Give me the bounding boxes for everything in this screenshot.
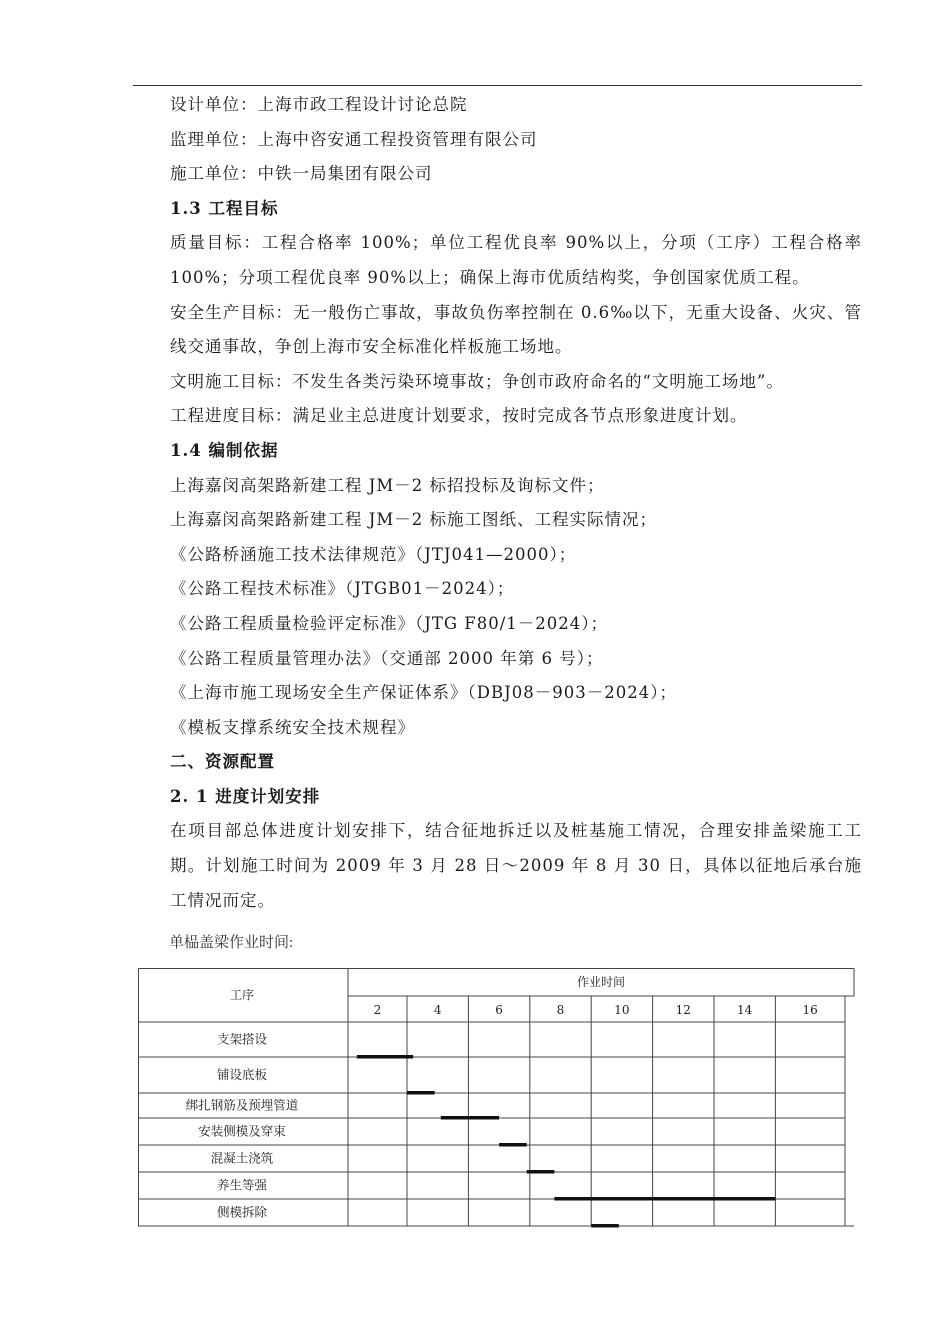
supervision-unit: 监理单位：上海中咨安通工程投资管理有限公司 — [170, 129, 538, 149]
tick-label: 4 — [433, 1003, 442, 1017]
document-body — [133, 88, 862, 918]
basis-item: 上海嘉闵高架路新建工程 JM－2 标招投标及询标文件； — [170, 475, 605, 495]
quality-target: 质量目标：工程合格率 100%；单位工程优良率 90%以上，分项（工序）工程合格率 100%；分项工程优良率 90%以上；确保上海市优质结构奖，争创国家优质工程。 — [170, 233, 862, 287]
gantt-svg — [138, 968, 858, 1233]
tick-label: 2 — [373, 1003, 382, 1017]
basis-item: 《公路工程技术标准》（JTGB01－2024）； — [170, 579, 515, 599]
task-bar — [527, 1170, 555, 1174]
progress-target: 工程进度目标：满足业主总进度计划要求，按时完成各节点形象进度计划。 — [170, 406, 748, 426]
task-bar — [441, 1116, 499, 1120]
basis-item: 《公路工程质量检验评定标准》（JTG F80/1－2024）； — [170, 613, 609, 633]
heading-1-4: 1.4 编制依据 — [170, 440, 279, 460]
col-header: 作业时间 — [576, 975, 626, 989]
task-label: 养生等强 — [216, 1177, 268, 1193]
basis-item: 上海嘉闵高架路新建工程 JM－2 标施工图纸、工程实际情况； — [170, 510, 657, 530]
basis-item: 《公路桥涵施工技术法律规范》（JTJ041—2000）； — [170, 544, 577, 564]
task-bar — [357, 1055, 413, 1059]
tick-label: 6 — [495, 1003, 503, 1017]
task-bars — [357, 1055, 776, 1228]
civil-target: 文明施工目标：不发生各类污染环境事故；争创市政府命名的“文明施工场地”。 — [170, 371, 784, 391]
task-bar — [407, 1091, 435, 1095]
task-label: 支架搭设 — [216, 1031, 268, 1047]
task-label: 绑扎钢筋及预埋管道 — [185, 1097, 299, 1113]
safety-target: 安全生产目标：无一般伤亡事故，事故负伤率控制在 0.6‰以下，无重大设备、火灾、管线交通事故，争创上海市安全标准化样板施工场地。 — [170, 302, 862, 357]
basis-item: 《上海市施工现场安全生产保证体系》（DBJ08－903－2024）； — [170, 683, 677, 703]
task-label: 侧模拆除 — [216, 1204, 268, 1220]
task-bar — [591, 1224, 619, 1228]
tick-label: 14 — [737, 1003, 753, 1017]
task-bar — [499, 1143, 527, 1147]
heading-2-1: 2. 1 进度计划安排 — [170, 786, 321, 806]
gantt-chart — [138, 968, 858, 1237]
schedule-paragraph: 在项目部总体进度计划安排下，结合征地拆迁以及桩基施工情况，合理安排盖梁施工工期。计划施工时间为 2009 年 3 月 28 日～2009 年 8 月 30 日，具体以征地后承台施工情况而定。 — [170, 821, 862, 910]
task-labels — [186, 1032, 299, 1220]
basis-item: 《公路工程质量管理办法》（交通部 2000 年第 6 号）； — [170, 648, 604, 668]
tick-label: 12 — [675, 1003, 691, 1017]
tick-label: 10 — [614, 1003, 630, 1017]
tick-labels — [374, 1003, 818, 1017]
basis-item: 《模板支撑系统安全技术规程》 — [170, 717, 415, 737]
tick-label: 16 — [802, 1003, 818, 1017]
task-label: 铺设底板 — [216, 1067, 268, 1082]
task-label: 混凝土浇筑 — [210, 1150, 274, 1166]
tick-label: 8 — [556, 1003, 565, 1017]
gantt-caption: 单榀盖梁作业时间: — [169, 935, 294, 951]
header-rule — [133, 85, 862, 86]
task-label: 安装侧模及穿束 — [198, 1123, 286, 1139]
construction-unit: 施工单位：中铁一局集团有限公司 — [170, 164, 433, 184]
heading-1-3: 1.3 工程目标 — [170, 198, 279, 218]
heading-2: 二、资源配置 — [170, 752, 275, 772]
row-header: 工序 — [229, 988, 255, 1002]
design-unit: 设计单位：上海市政工程设计讨论总院 — [170, 95, 468, 114]
task-bar — [554, 1197, 775, 1201]
